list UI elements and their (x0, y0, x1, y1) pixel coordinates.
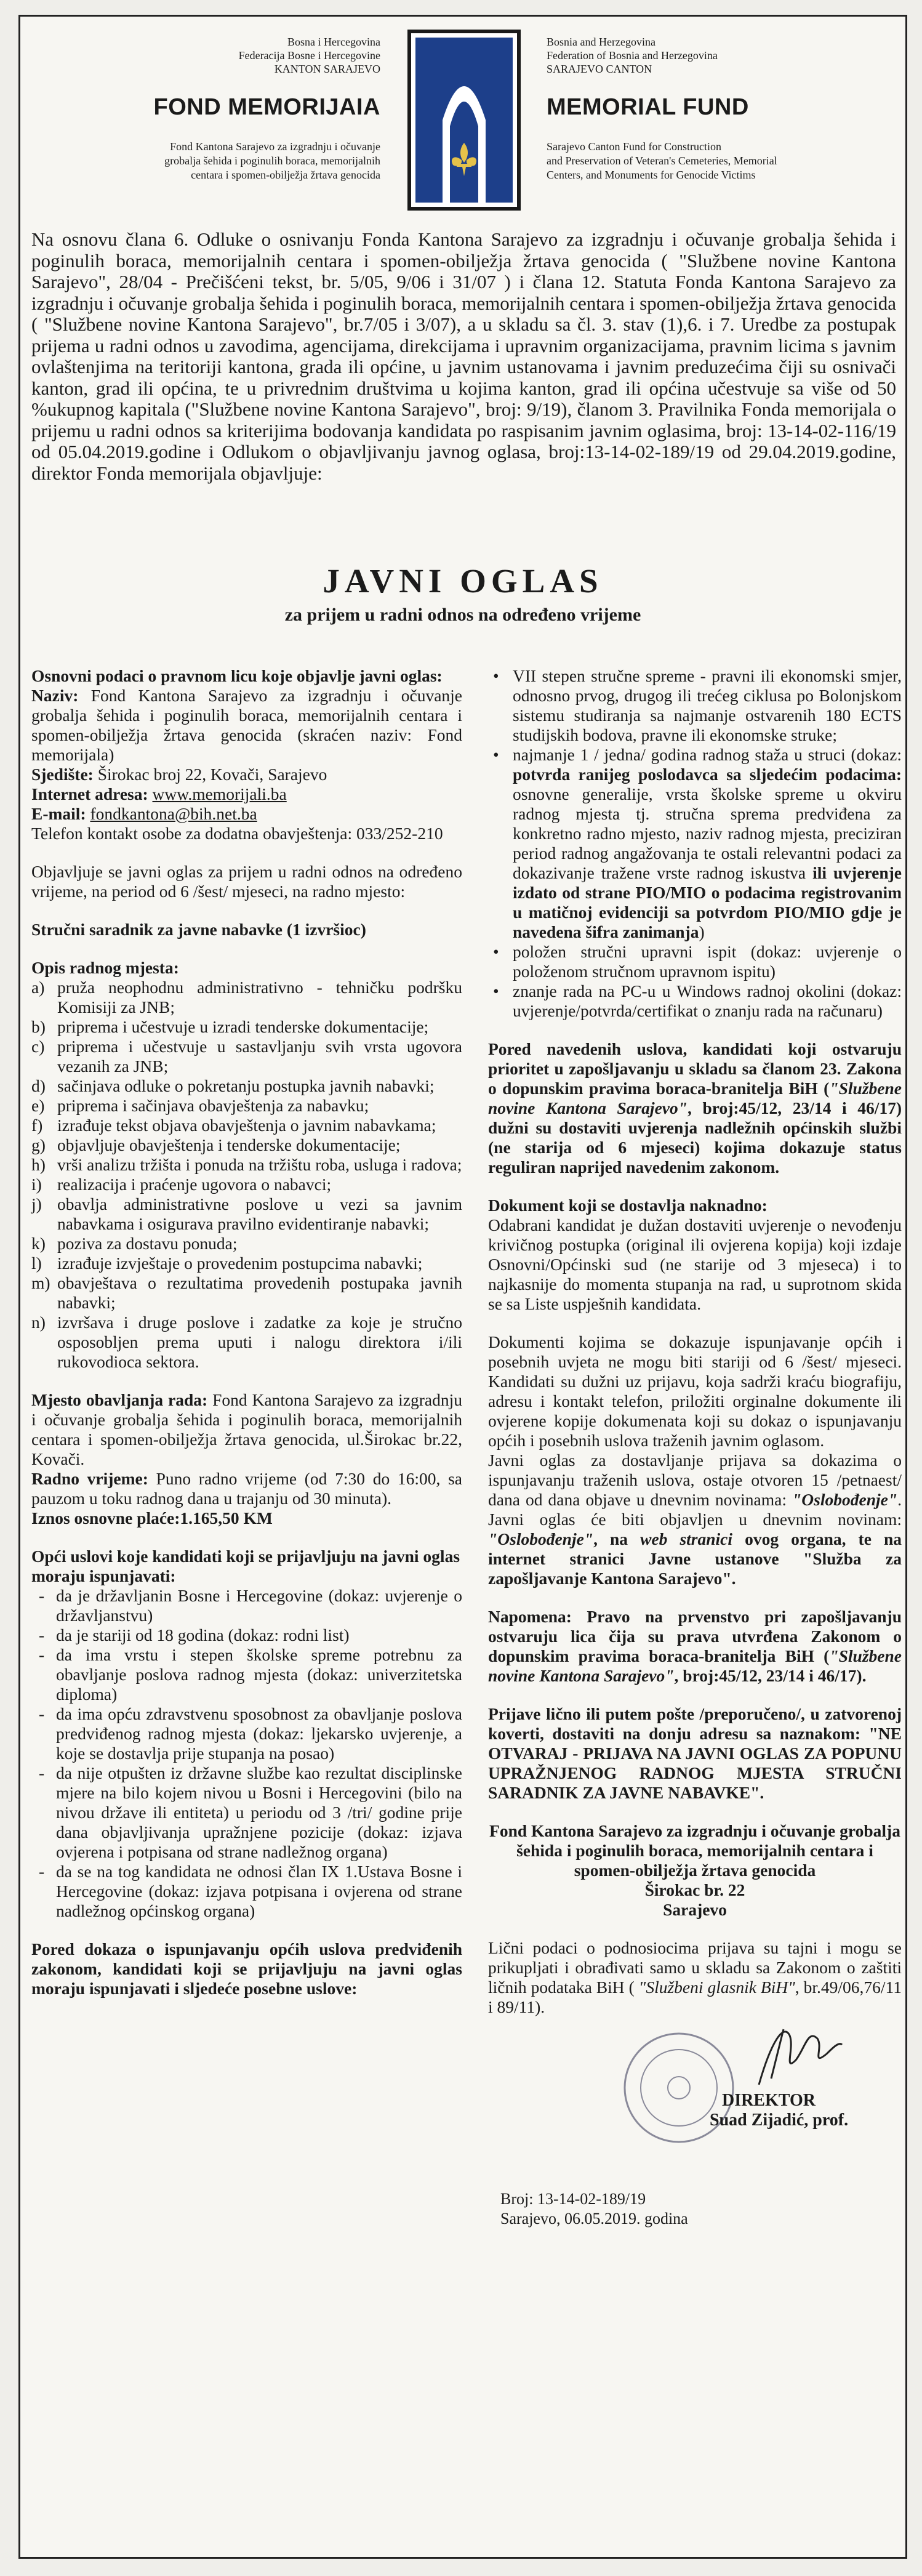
mjesto-label: Mjesto obavljanja rada: (31, 1390, 208, 1409)
prioritet-text-2: , broj:45/12, 23/14 i 46/17) dužni su dostaviti uvjerenja nadležnih općinskih službi (ne starija od 6 mjeseci) kojima dokazuje status reguliran naprijed navedenim zakonom. (488, 1098, 902, 1177)
list-item-letter: h) (31, 1155, 46, 1174)
list-item (31, 1254, 462, 1273)
list-item-text: obavlja administrativne poslove u vezi sa javnim nabavkama i osigurava pravilno evidentiranje nabavki; (57, 1194, 462, 1233)
vrijeme-paragraph (31, 1469, 462, 1508)
napomena-text-2: , broj:45/12, 23/14 i 46/17). (674, 1666, 867, 1685)
document-date: Sarajevo, 06.05.2019. godina (500, 2210, 688, 2228)
dash-icon: - (39, 1862, 45, 1881)
objavljuje-paragraph: Objavljuje se javni oglas za prijem u radni odnos na određeno vrijeme, na period od 6 /šest/ mjeseci, na radno mjesto: (31, 862, 462, 901)
otvoren-text-3: , na (593, 1529, 641, 1548)
list-item-text: realizacija i praćenje ugovora o nabavci; (57, 1175, 332, 1194)
staz-end: ) (699, 922, 705, 941)
list-item (31, 1234, 462, 1254)
list-item (31, 1096, 462, 1116)
list-item-text: da ima vrstu i stepen školske spreme potrebnu za obavljanje poslova radnog mjesta (dokaz: univerzitetska diploma) (56, 1645, 462, 1704)
list-item (488, 981, 902, 1021)
pored-paragraph: Pored dokaza o ispunjavanju općih uslova predviđenih zakonom, kandidati koji se prijavljuju na javni oglas moraju ispunjavati i sljedeće posebne uslove: (31, 1939, 462, 1998)
signature-area (488, 2017, 902, 2239)
list-item-letter: c) (31, 1037, 45, 1056)
list-item (31, 1273, 462, 1313)
mjesto-paragraph (31, 1390, 462, 1469)
otvoren-text-4: ovog organa, te na internet stranici Javne ustanove (488, 1529, 902, 1568)
header-right-desc1: Sarajevo Canton Fund for Construction (547, 140, 721, 153)
header-right-title: MEMORIAL FUND (547, 94, 749, 120)
list-item-text: izrađuje tekst objava obavještenja o javnim nabavkama; (57, 1116, 436, 1135)
header-left-line1: Bosna i Hercegovina (287, 36, 380, 48)
list-item (31, 1017, 462, 1037)
ad-title: JAVNI OGLAS (323, 562, 603, 600)
staz-bold2: ili uvjerenje izdato od strane PIO/MIO o podacima registrovanim u matičnoj evidenciji sa potvrdom PIO/MIO gdje je navedena šifra zanimanja (513, 863, 902, 941)
prioritet-paragraph (488, 1039, 902, 1177)
licni-paragraph (488, 1938, 902, 2017)
right-column (488, 666, 902, 2239)
list-item (488, 942, 902, 981)
list-item-text: izrađuje izvještaje o provedenim postupcima nabavki; (57, 1254, 423, 1273)
opci-list (31, 1586, 462, 1921)
header-left-title: FOND MEMORIJAIA (153, 94, 380, 120)
mjesto-text: Fond Kantona Sarajevo za izgradnju i očuvanje grobalja šehida i poginulih boraca, memorijalnih centara i spomen-obilježja žrtava genocida, ul.Širokac br.22, Kovači. (31, 1390, 462, 1468)
list-item-letter: i) (31, 1175, 42, 1194)
requirements-list-b (488, 942, 902, 1021)
staz-bold: potvrda ranijeg poslodavca sa sljedećim podacima: (513, 765, 902, 784)
list-item-letter: g) (31, 1135, 46, 1154)
dash-icon: - (39, 1625, 45, 1644)
list-item-text: znanje rada na PC-u u Windows radnoj okolini (dokaz: uvjerenje/potvrda/certifikat o znanju rada na računaru) (513, 981, 902, 1020)
opci-heading: Opći uslovi koje kandidati koji se prijavljuju na javni oglas moraju ispunjavati: (31, 1547, 460, 1585)
email-link[interactable]: fondkantona@bih.net.ba (90, 804, 257, 823)
list-item (31, 1135, 462, 1155)
list-item-text: vrši analizu tržišta i ponuda na tržištu roba, usluga i radova; (57, 1155, 462, 1174)
list-item-letter: a) (31, 978, 45, 997)
list-item (31, 1763, 462, 1862)
list-item-text: da je stariji od 18 godina (dokaz: rodni list) (56, 1625, 350, 1644)
list-item-text: priprema i učestvuje u sastavljanju svih vrsta ugovora vezanih za JNB; (57, 1037, 462, 1076)
internet-label: Internet adresa: (31, 784, 148, 803)
prioritet-text: Pored navedenih uslova, kandidati koji ostvaruju prioritet u zapošljavanju u skladu sa članom 23. Zakona o dopunskim pravima boraca-branitelja BiH ( (488, 1039, 902, 1098)
email-label: E-mail: (31, 804, 86, 823)
sjediste-text: Širokac broj 22, Kovači, Sarajevo (97, 765, 327, 784)
list-item-text: objavljuje obavještenja i tenderske dokumentacije; (57, 1135, 401, 1154)
bullet-icon: • (493, 942, 499, 961)
napomena-text: Napomena: Pravo na prvenstvo pri zapošljavanju ostvaruju lica čija su prava utvrđena Zakonom o dopunskim pravima boraca-branitelja BiH ( (488, 1607, 902, 1665)
newspaper-name-1: "Oslobođenje" (792, 1490, 898, 1509)
header-left-desc2: grobalja šehida i poginulih boraca, memorijalnih (164, 155, 380, 167)
list-item (488, 666, 902, 745)
director-title: DIREKTOR (722, 2091, 816, 2110)
bullet-icon: • (493, 981, 499, 1000)
basic-info-heading: Osnovni podaci o pravnom licu koje objavlje javni oglas: (31, 666, 443, 685)
bullet-icon: • (493, 666, 499, 685)
otvoren-text: Javni oglas za dostavljanje prijava sa dokazima o ispunjavanju traženih uslova, ostaje otvoren 15 /petnaest/ dana od dana objave u dnevnim novinama: (488, 1451, 902, 1509)
header-left (33, 35, 380, 182)
licni-gazette: "Službeni glasnik BiH" (638, 1978, 795, 1997)
header-right-line1: Bosnia and Herzegovina (547, 36, 655, 48)
header-right-line3: SARAJEVO CANTON (547, 63, 652, 75)
list-item-text: da je državljanin Bosne i Hercegovine (dokaz: uvjerenje o državljanstvu) (56, 1586, 462, 1625)
list-item-text: poziva za dostavu ponuda; (57, 1234, 238, 1253)
header-left-line2: Federacija Bosne i Hercegovine (238, 49, 380, 62)
list-item-text: obavještava o rezultatima provedenih postupaka javnih nabavki; (57, 1273, 462, 1312)
naknadno-text: Odabrani kandidat je dužan dostaviti uvjerenje o nevođenju krivičnog postupka (original ili ovjerena kopija) koji izdaje Osnovni/Općinski sud (ne starije od 3 mjeseca) i to najkasnije do momenta stupanja na rad, u suprotnom skida se sa Liste uspješnih kandidata. (488, 1215, 902, 1313)
list-item (488, 745, 902, 942)
header-left-line3: KANTON SARAJEVO (274, 63, 380, 75)
list-item (31, 1194, 462, 1234)
header-right-desc2: and Preservation of Veteran's Cemeteries, Memorial (547, 155, 777, 167)
requirements-list-a (488, 666, 902, 745)
list-item-letter: j) (31, 1194, 42, 1214)
ad-page (18, 15, 907, 2559)
header-left-desc3: centara i spomen-obilježja žrtava genocida (191, 169, 380, 181)
dash-icon: - (39, 1704, 45, 1723)
list-item-text: VII stepen stručne spreme - pravni ili ekonomski smjer, odnosno prvog, drugog ili trećeg ciklusa po Bolonjskom sistemu studiranja sa najmanje ostvarenih 180 ECTS studijskih bodova, pravne ili ekonomske struke; (513, 666, 902, 744)
list-item-letter: n) (31, 1313, 46, 1332)
fund-address-name: Fond Kantona Sarajevo za izgradnju i očuvanje grobalja šehida i poginulih boraca, memorijalnih centara i spomen-obilježja žrtava genocida (489, 1821, 900, 1880)
header-right (547, 35, 891, 182)
web-page-label: web stranici (640, 1529, 733, 1548)
list-item (31, 978, 462, 1017)
sjediste-label: Sjedište: (31, 765, 94, 784)
list-item-letter: k) (31, 1234, 46, 1253)
left-column (31, 666, 462, 1998)
naziv-text: Fond Kantona Sarajevo za izgradnju i očuvanje grobalja šehida i poginulih boraca, memorijalnih centara i spomen-obilježja žrtava genocida (skraćen naziv: Fond memorijala) (31, 686, 463, 764)
list-item (31, 1313, 462, 1372)
otvoren-paragraph (488, 1451, 902, 1588)
list-item (31, 1586, 462, 1625)
list-item (31, 1704, 462, 1763)
ad-subtitle: za prijem u radni odnos na određeno vrijeme (284, 605, 641, 625)
staz-post: osnovne generalije, vrsta školske spreme u okviru radnog mjesta tj. stručna sprema predviđena za konkretno radno mjesto, naziv radnog mjesta, preciziran period radnog angažovanja te ostali relevantni podaci za dokazivanje tražene vrste radnog iskustva (513, 784, 902, 882)
list-item-text: priprema i sačinjava obavještenja za nabavku; (57, 1096, 369, 1115)
list-item-text: izvršava i druge poslove i zadatke za koje je stručno osposobljen prema uputi i nalogu direktora i/ili rukovodioca sektora. (57, 1313, 462, 1371)
list-item (31, 1155, 462, 1175)
list-item-text: da nije otpušten iz državne službe kao rezultat disciplinske mjere na bilo kojem nivou u Bosni i Hercegovini (bilo na nivou države ili entiteta) u periodu od 3 /tri/ godine prije dana objavljivanja upražnjene pozicije (dokaz: izjava ovjerena i potpisana od strane nadležnog organa) (56, 1763, 462, 1861)
list-item-letter: e) (31, 1096, 45, 1115)
list-item (31, 1645, 462, 1704)
licni-text: Lični podaci o podnosiocima prijava su tajni i mogu se prikupljati i obrađivati samo u skladu sa Zakonom o zaštiti ličnih podataka BiH ( (488, 1938, 902, 1997)
bullet-icon: • (493, 745, 499, 764)
newspaper-name-2: "Oslobođenje" (488, 1529, 594, 1548)
dash-icon: - (39, 1645, 45, 1664)
document-number: Broj: 13-14-02-189/19 (500, 2190, 646, 2208)
internet-link[interactable]: www.memorijali.ba (152, 784, 287, 803)
header-right-desc3: Centers, and Monuments for Genocide Victims (547, 169, 756, 181)
header (20, 17, 905, 220)
list-item (31, 1625, 462, 1645)
vrijeme-label: Radno vrijeme: (31, 1469, 148, 1488)
opis-list (31, 978, 462, 1372)
internet-line (31, 784, 462, 804)
list-item-text: pruža neophodnu administrativno - tehničku podršku Komisiji za JNB; (57, 978, 462, 1016)
list-item-text: da ima opću zdravstvenu sposobnost za obavljanje poslova predviđenog radnog mjesta (dokaz: ljekarsko uvjerenje, a koje se dostavlja prije stupanja na posao) (56, 1704, 462, 1763)
list-item (31, 1862, 462, 1921)
fund-address-street: Širokac br. 22 (644, 1880, 745, 1899)
licni-text-2: , br.49/06,76/11 i 89/11). (488, 1978, 902, 2016)
list-item-text: položen stručni upravni ispit (dokaz: uvjerenje o položenom stručnom upravnom ispitu) (513, 942, 902, 981)
director-name: Suad Zijadić, prof. (710, 2111, 849, 2130)
list-item (31, 1116, 462, 1135)
otvoren-text-2: . Javni oglas će biti objavljen u dnevnim novinam: (488, 1490, 902, 1529)
prijave-paragraph: Prijave lično ili putem pošte /preporučeno/, u zatvorenoj koverti, dostaviti na donju adresu sa naznakom: "NE OTVARAJ - PRIJAVA NA JAVNI OGLAS ZA POPUNU UPRAŽNJENOG RADNOG MJESTA STRUČNI SARADNIK ZA JAVNE NABAVKE". (488, 1704, 902, 1802)
fund-address-city: Sarajevo (663, 1900, 727, 1919)
naknadno-heading: Dokument koji se dostavlja naknadno: (488, 1196, 768, 1215)
telefon-line: Telefon kontakt osobe za dodatna obavještenja: 033/252-210 (31, 824, 443, 843)
napomena-gazette: "Službene novine Kantona Sarajevo" (488, 1646, 902, 1685)
iznos-line: Iznos osnovne plaće:1.165,50 KM (31, 1508, 273, 1527)
intro-paragraph: Na osnovu člana 6. Odluke o osnivanju Fonda Kantona Sarajevo za izgradnju i očuvanje grobalja šehida i poginulih boraca, memorijalnih centara i spomen-obilježja žrtava genocida ( "Službene novine Kantona Sarajevo", 28/04 - Prečišćeni tekst, br. 5/05, 9/06 i 31/07 ) i člana 12. Statuta Fonda Kantona Sarajevo za izgradnju i očuvanje grobalja šehida i poginulih boraca, memorijalnih centara i spomen-obilježja žrtava genocida ( "Službene novine Kantona Sarajevo", br.7/05 i 3/07), a u skladu sa čl. 3. stav (1),6. i 7. Uredbe za postupak prijema u radni odnos u zavodima, agencijama, direkcijama i upravnim organizacijama, pravnim licima s javnim ovlaštenjima na teritoriji kantona, grada ili općine, u javnim ustanovama i javnim preduzećima čiji su osnivači kanton, grad ili općina, te u privrednim društvima u kojima kanton, grad ili općina učestvuje sa više od 50 %ukupnog kapitala ("Službene novine Kantona Sarajevo", broj: 9/19), članom 3. Pravilnika Fonda memorijala o prijemu u radni odnos sa kriterijima bodovanja kandidata po raspisanim javnim oglasima, broj: 13-14-02-116/19 od 05.04.2019.godine i Odlukom o objavljivanju javnog oglasa, broj:13-14-02-189/19 od 29.04.2019.godine, direktor Fonda memorijala objavljuje: (31, 228, 896, 484)
email-line (31, 804, 462, 824)
vrijeme-text: Puno radno vrijeme (od 7:30 do 16:00, sa pauzom u toku radnog dana u trajanju od 30 minuta). (31, 1469, 462, 1508)
sjediste-line (31, 765, 462, 784)
fund-logo (406, 28, 523, 212)
dash-icon: - (39, 1586, 45, 1605)
list-item-letter: m) (31, 1273, 50, 1292)
list-item (31, 1037, 462, 1076)
list-item-text: priprema i učestvuje u izradi tenderske dokumentacije; (57, 1017, 429, 1036)
dokumenti-paragraph: Dokumenti kojima se dokazuje ispunjavanje općih i posebnih uvjeta ne mogu biti stariji od 6 /šest/ mjeseci. Kandidati su dužni uz prijavu, koja sadrži kraću biografiju, adresu i kontakt telefon, priložiti orginalne dokumente ili ovjerene kopije dokumenata koji su dokaz o ispunjavanju općih i posebnih uslova traženih javnim oglasom. (488, 1332, 902, 1450)
list-item-letter: l) (31, 1254, 42, 1273)
list-item-text: da se na tog kandidata ne odnosi član IX 1.Ustava Bosne i Hercegovine (dokaz: izjava potpisana i ovjerena od strane nadležnog općinskog organa) (56, 1862, 462, 1920)
list-item (31, 1175, 462, 1194)
naziv-label: Naziv: (31, 686, 79, 705)
header-left-desc1: Fond Kantona Sarajevo za izgradnju i očuvanje (170, 140, 380, 153)
napomena-paragraph (488, 1607, 902, 1686)
signature (747, 2017, 845, 2097)
position-title: Stručni saradnik za javne nabavke (1 izvršioc) (31, 920, 366, 939)
header-right-line2: Federation of Bosnia and Herzegovina (547, 49, 718, 62)
opis-heading: Opis radnog mjesta: (31, 958, 179, 977)
list-item (31, 1076, 462, 1096)
prioritet-gazette: "Službene novine Kantona Sarajevo" (488, 1079, 902, 1117)
dash-icon: - (39, 1763, 45, 1782)
naziv-paragraph (31, 686, 462, 765)
list-item-letter: b) (31, 1017, 46, 1036)
list-item-letter: d) (31, 1076, 46, 1095)
employment-service-name: "Služba za zapošljavanje Kantona Sarajevo". (488, 1549, 902, 1588)
staz-pre: najmanje 1 / jedna/ godina radnog staža u struci (dokaz: (513, 745, 902, 764)
list-item-letter: f) (31, 1116, 43, 1135)
list-item-text: sačinjava odluke o pokretanju postupka javnih nabavki; (57, 1076, 435, 1095)
